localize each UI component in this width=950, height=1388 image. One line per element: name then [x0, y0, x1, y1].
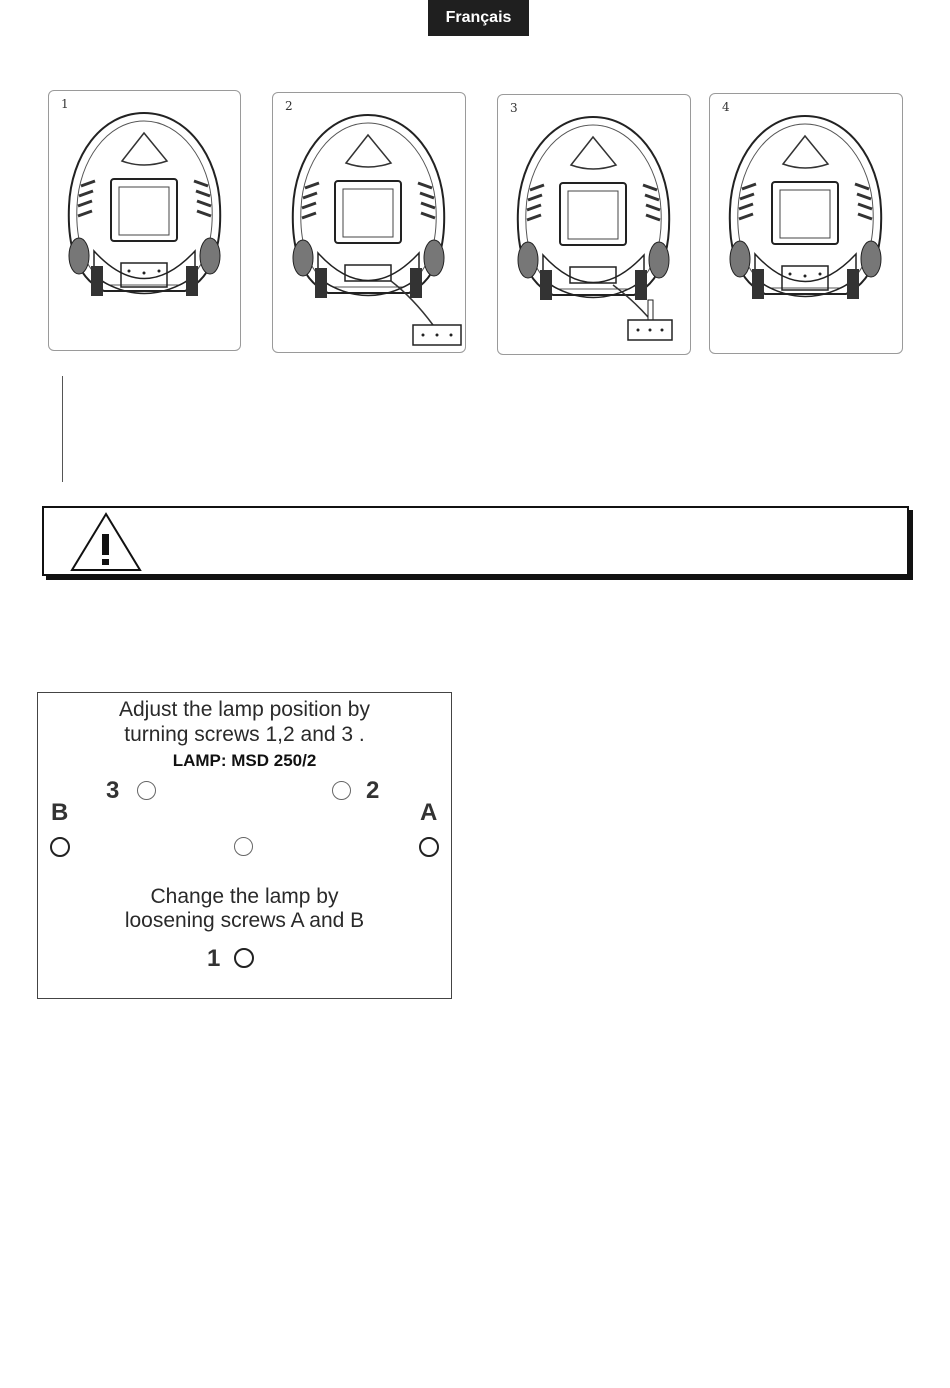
step-4-illustration — [709, 93, 903, 354]
step-1-illustration — [48, 90, 241, 351]
screw-3-circle — [137, 781, 156, 800]
step-number: 4 — [722, 100, 730, 114]
center-screw-circle — [234, 837, 253, 856]
lamp-adjustment-label — [37, 692, 452, 999]
step-number: 2 — [285, 99, 293, 113]
screw-b-circle — [50, 837, 70, 857]
warning-triangle-icon — [70, 510, 142, 572]
step-number: 3 — [510, 101, 518, 115]
screw-2-circle — [332, 781, 351, 800]
screw-a-label: A — [420, 799, 438, 826]
screw-b-label: B — [51, 799, 69, 826]
label-change-line-2: loosening screws A and B — [124, 909, 365, 932]
screw-1-label: 1 — [207, 945, 221, 972]
step-2-illustration — [272, 92, 466, 353]
moving-head-base-icon — [273, 93, 465, 352]
screw-1-circle — [234, 948, 254, 968]
label-adjust-line-1: Adjust the lamp position by — [119, 698, 370, 721]
label-change-line-1: Change the lamp by — [150, 885, 339, 908]
screw-a-circle — [419, 837, 439, 857]
language-badge: Français — [428, 0, 529, 36]
screw-2-label: 2 — [366, 777, 380, 804]
lamp-model: LAMP: MSD 250/2 — [172, 751, 317, 770]
step-3-illustration — [497, 94, 691, 355]
margin-rule — [62, 376, 63, 482]
label-adjust-line-2: turning screws 1,2 and 3 . — [124, 723, 365, 746]
warning-box — [42, 506, 909, 576]
moving-head-base-icon — [49, 91, 240, 350]
step-number: 1 — [61, 97, 69, 111]
moving-head-base-icon — [710, 94, 902, 353]
screw-3-label: 3 — [106, 777, 120, 804]
moving-head-base-icon — [498, 95, 690, 354]
